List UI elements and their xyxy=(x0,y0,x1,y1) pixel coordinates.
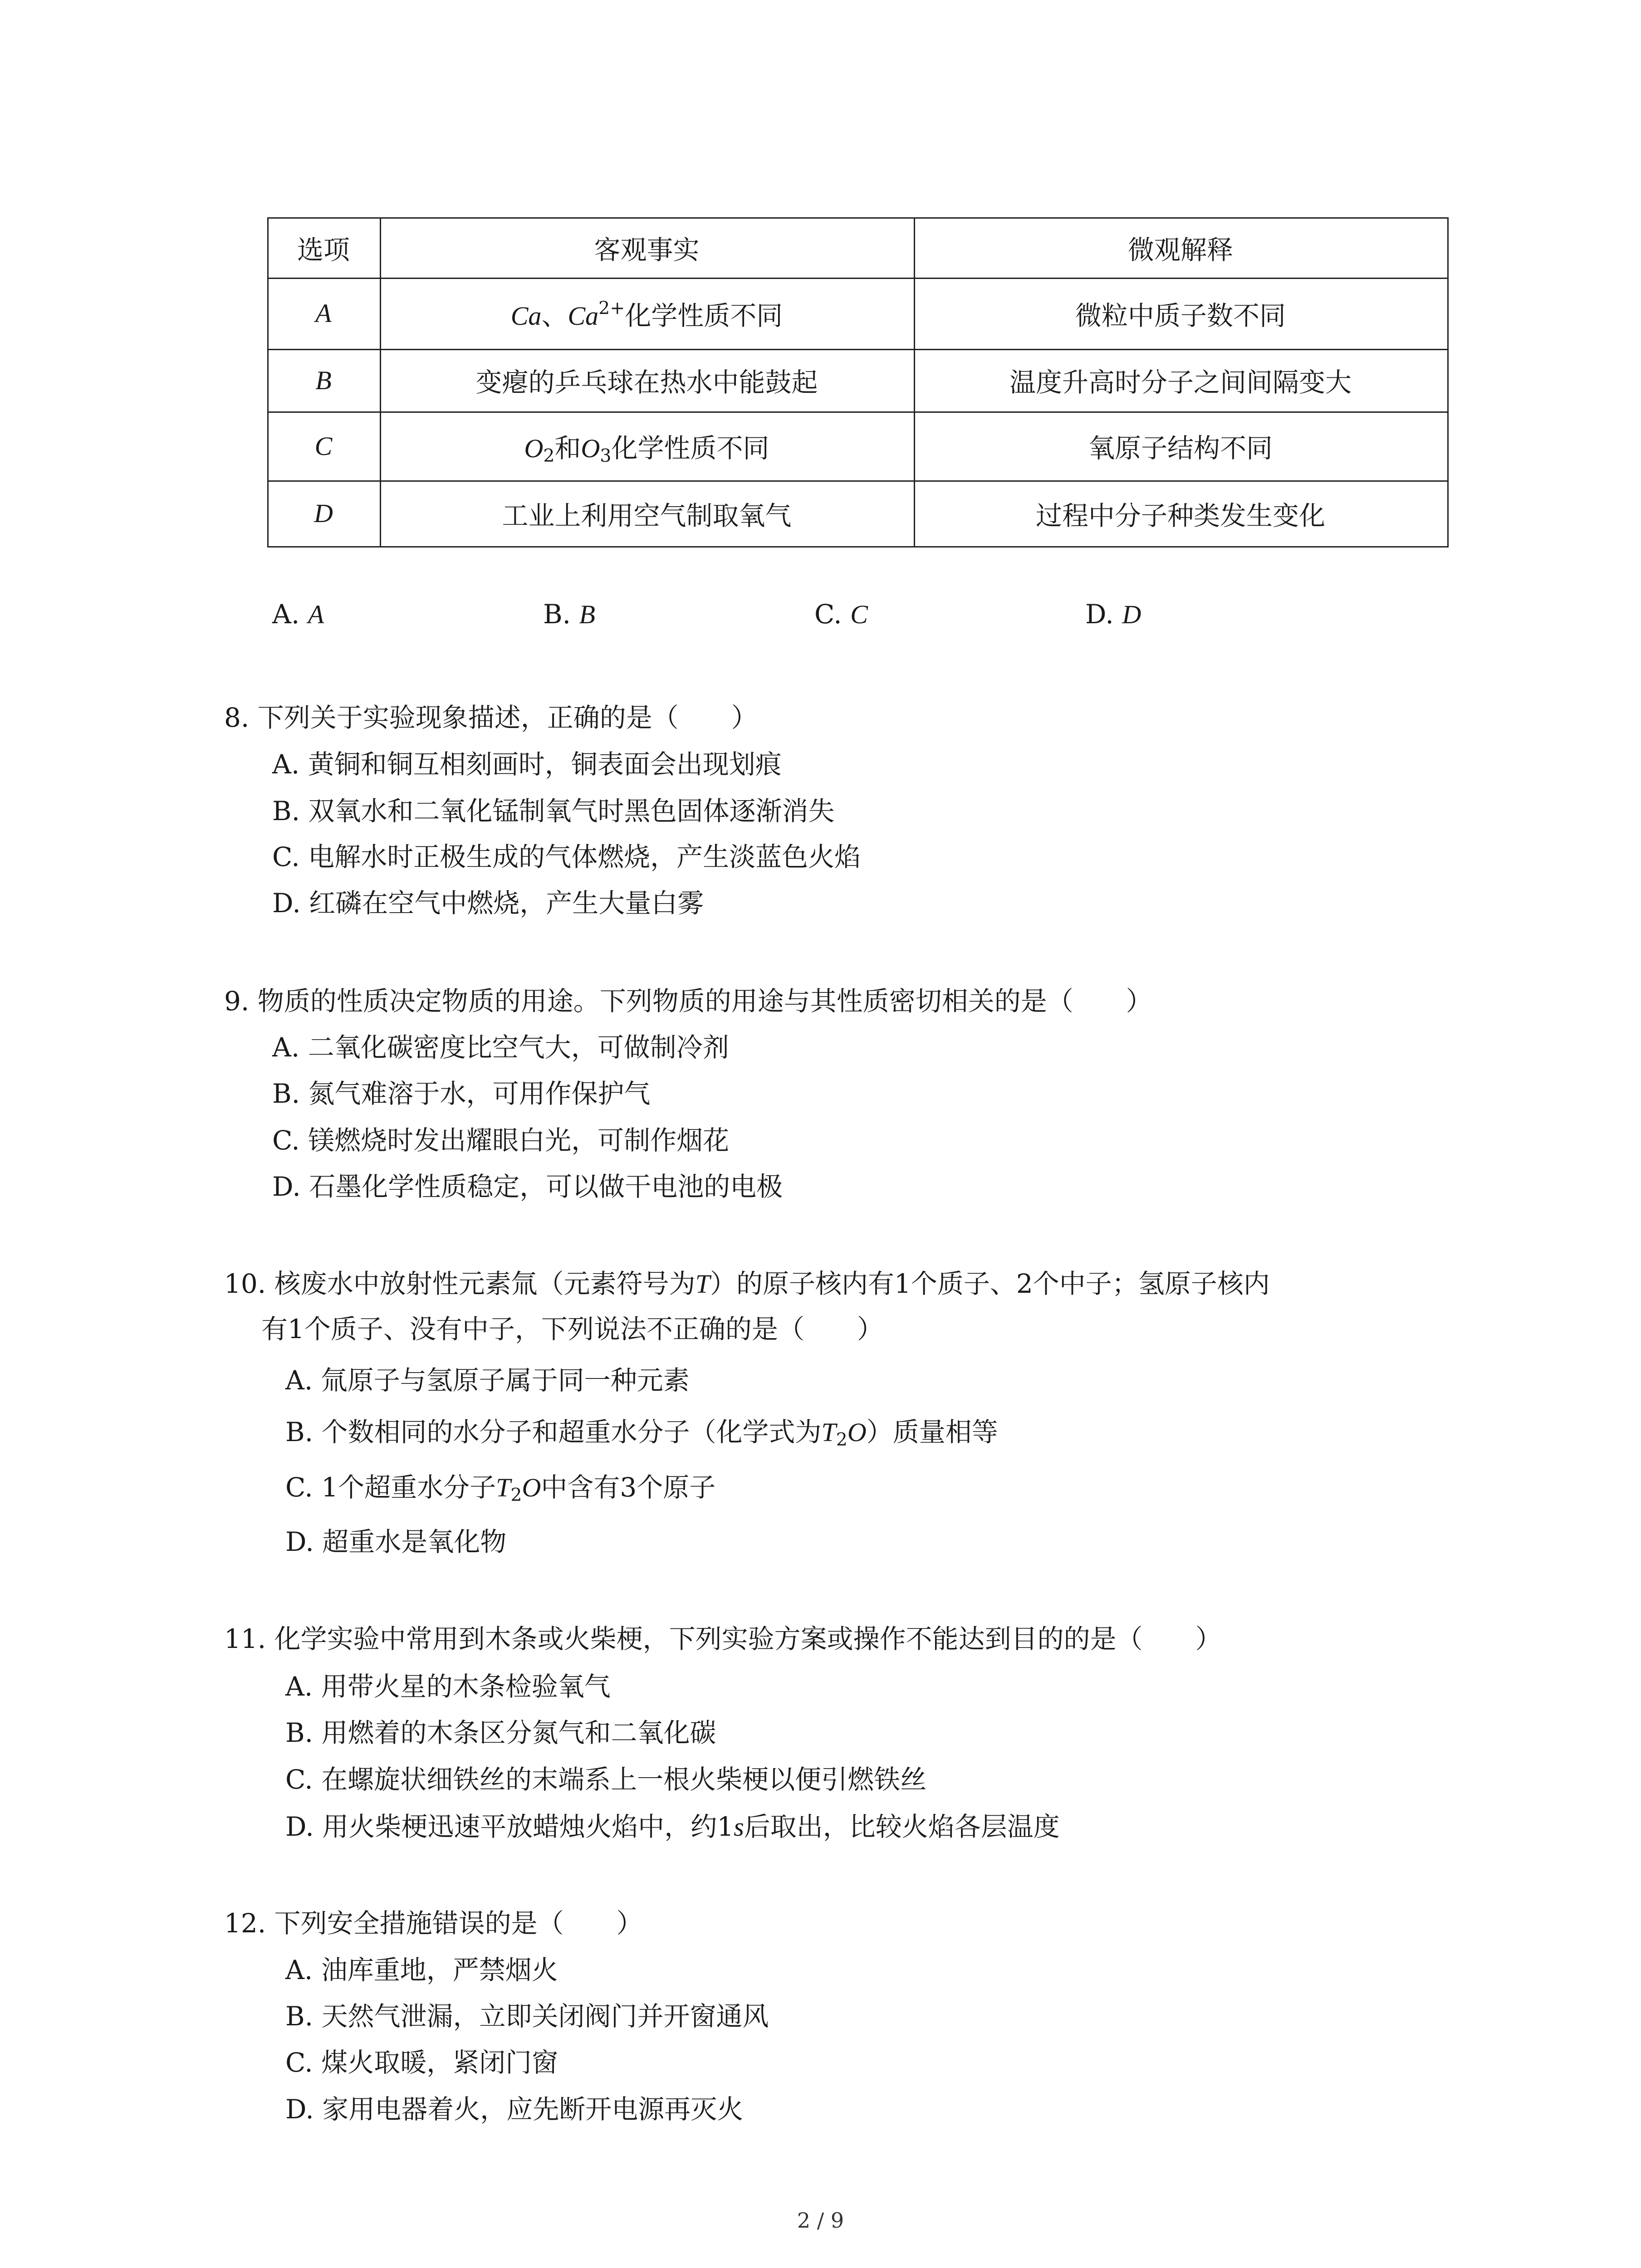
explain-cell: 微粒中质子数不同 xyxy=(1075,300,1286,331)
option-d[interactable]: D. 家用电器着火，应先断开电源再灭火 xyxy=(285,2094,744,2125)
explain-cell: 氧原子结构不同 xyxy=(1088,433,1273,464)
page-number: 2 / 9 xyxy=(797,2208,844,2233)
question-stem: 12. 下列安全措施错误的是（ ） xyxy=(224,1908,643,1939)
table-header-cell: 微观解释 xyxy=(1127,234,1233,265)
table-row xyxy=(267,349,1449,411)
option-key: D xyxy=(314,499,333,528)
option-c[interactable]: C. C xyxy=(814,599,868,630)
fact-cell: 工业上利用空气制取氧气 xyxy=(502,500,792,531)
option-b[interactable]: B. 个数相同的水分子和超重水分子（化学式为$T_2O$）质量相等 xyxy=(285,1417,998,1450)
question-stem: 11. 化学实验中常用到木条或火柴梗，下列实验方案或操作不能达到目的的是（ ） xyxy=(224,1623,1222,1654)
fact-cell: 变瘪的乒乓球在热水中能鼓起 xyxy=(475,367,818,398)
table-header-row xyxy=(267,217,1449,278)
option-d[interactable]: D. 红磷在空气中燃烧，产生大量白雾 xyxy=(272,888,704,919)
table-border xyxy=(267,546,1449,547)
option-c[interactable]: C. 1个超重水分子$T_2O$中含有3个原子 xyxy=(285,1472,716,1505)
option-d[interactable]: D. 超重水是氧化物 xyxy=(285,1526,507,1557)
table-row xyxy=(267,278,1449,349)
option-d[interactable]: D. 用火柴梗迅速平放蜡烛火焰中，约1s后取出，比较火焰各层温度 xyxy=(285,1811,1060,1842)
table-row xyxy=(267,480,1449,546)
option-b[interactable]: B. 用燃着的木条区分氮气和二氧化碳 xyxy=(285,1717,716,1748)
table-header-cell: 选项 xyxy=(297,234,350,265)
explain-cell: 温度升高时分子之间间隔变大 xyxy=(1009,367,1352,398)
table-header-cell: 客观事实 xyxy=(594,234,700,265)
option-a[interactable]: A. 黄铜和铜互相刻画时，铜表面会出现划痕 xyxy=(272,749,782,780)
table-row xyxy=(267,411,1449,480)
option-b[interactable]: B. 氮气难溶于水，可用作保护气 xyxy=(272,1078,651,1109)
question-stem-continued: 有1个质子、没有中子，下列说法不正确的是（ ） xyxy=(261,1314,883,1344)
option-d[interactable]: D. 石墨化学性质稳定，可以做干电池的电极 xyxy=(272,1171,783,1202)
question-stem: 9. 物质的性质决定物质的用途。下列物质的用途与其性质密切相关的是（ ） xyxy=(224,986,1152,1017)
option-key: C xyxy=(314,431,333,461)
option-a[interactable]: A. 油库重地，严禁烟火 xyxy=(285,1955,558,1985)
option-key: B xyxy=(315,365,332,395)
option-key: A xyxy=(315,298,332,328)
option-c[interactable]: C. 煤火取暖，紧闭门窗 xyxy=(285,2047,558,2078)
fact-cell: Ca、$Ca^{2+}$化学性质不同 xyxy=(510,297,783,331)
question-7-table xyxy=(267,217,1449,547)
question-stem: 10. 核废水中放射性元素氚（元素符号为T）的原子核内有1个质子、2个中子；氢原子核内 xyxy=(224,1268,1270,1299)
option-c[interactable]: C. 电解水时正极生成的气体燃烧，产生淡蓝色火焰 xyxy=(272,841,861,872)
option-c[interactable]: C. 在螺旋状细铁丝的末端系上一根火柴梗以便引燃铁丝 xyxy=(285,1764,927,1795)
explain-cell: 过程中分子种类发生变化 xyxy=(1035,500,1325,531)
option-a[interactable]: A. 用带火星的木条检验氧气 xyxy=(285,1671,611,1702)
option-a[interactable]: A. 二氧化碳密度比空气大，可做制冷剂 xyxy=(272,1032,729,1063)
option-b[interactable]: B. B xyxy=(543,599,595,630)
option-a[interactable]: A. 氚原子与氢原子属于同一种元素 xyxy=(285,1365,690,1396)
option-b[interactable]: B. 双氧水和二氧化锰制氧气时黑色固体逐渐消失 xyxy=(272,796,835,826)
fact-cell: $O_2$和$O_3$化学性质不同 xyxy=(524,433,769,466)
option-b[interactable]: B. 天然气泄漏，立即关闭阀门并开窗通风 xyxy=(285,2001,769,2032)
option-c[interactable]: C. 镁燃烧时发出耀眼白光，可制作烟花 xyxy=(272,1125,730,1156)
question-stem: 8. 下列关于实验现象描述，正确的是（ ） xyxy=(224,702,758,733)
option-d[interactable]: D. D xyxy=(1085,599,1141,630)
option-a[interactable]: A. A xyxy=(272,599,324,630)
